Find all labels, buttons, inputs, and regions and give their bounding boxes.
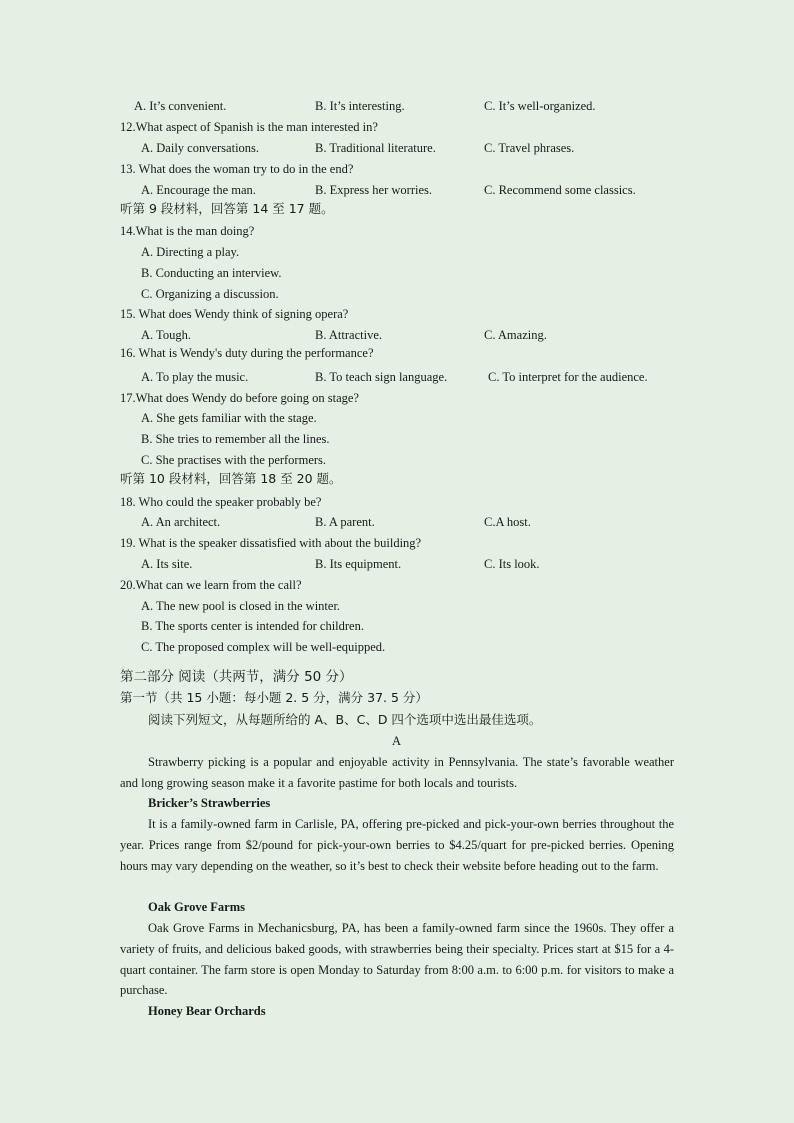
q12-option-c[interactable]: C. Travel phrases. <box>484 141 575 155</box>
q16-option-c[interactable]: C. To interpret for the audience. <box>488 370 648 384</box>
q14-option-c[interactable]: C. Organizing a discussion. <box>141 287 279 301</box>
q19-stem: 19. What is the speaker dissatisfied with about the building? <box>120 536 422 550</box>
q12-stem: 12.What aspect of Spanish is the man interested in? <box>120 120 378 134</box>
q13-option-a[interactable]: A. Encourage the man. <box>141 183 256 197</box>
part2-heading: 第二部分 阅读（共两节，满分 50 分） <box>120 669 353 685</box>
passage-letter: A <box>392 734 402 748</box>
q15-option-a[interactable]: A. Tough. <box>141 328 191 342</box>
q11-option-b[interactable]: B. It’s interesting. <box>315 99 405 113</box>
q14-stem: 14.What is the man doing? <box>120 224 255 238</box>
q12-option-a[interactable]: A. Daily conversations. <box>141 141 260 155</box>
reading-instruction: 阅读下列短文，从每题所给的 A、B、C、D 四个选项中选出最佳选项。 <box>148 712 542 727</box>
passage-intro-text: Strawberry picking is a popular and enjoyable activity in Pennsylvania. The state’s favorable weather and long growing season make it a favorite pastime for both locals and tourists. <box>120 755 674 790</box>
q19-option-a[interactable]: A. Its site. <box>141 557 193 571</box>
q13-stem: 13. What does the woman try to do in the end? <box>120 162 354 176</box>
q16-stem: 16. What is Wendy's duty during the performance? <box>120 346 374 360</box>
q19-option-b[interactable]: B. Its equipment. <box>315 557 402 571</box>
q20-option-b[interactable]: B. The sports center is intended for children. <box>141 619 364 633</box>
q15-option-b[interactable]: B. Attractive. <box>315 328 382 342</box>
q18-option-a[interactable]: A. An architect. <box>141 515 221 529</box>
q16-option-b[interactable]: B. To teach sign language. <box>315 370 448 384</box>
q12-option-b[interactable]: B. Traditional literature. <box>315 141 436 155</box>
q18-option-b[interactable]: B. A parent. <box>315 515 375 529</box>
section1-heading: 第一节（共 15 小题：每小题 2. 5 分，满分 37. 5 分） <box>120 690 428 705</box>
q14-option-b[interactable]: B. Conducting an interview. <box>141 266 282 280</box>
q20-option-a[interactable]: A. The new pool is closed in the winter. <box>141 599 341 613</box>
farm1-paragraph <box>120 814 674 876</box>
passage-intro <box>120 752 674 794</box>
q17-option-c[interactable]: C. She practises with the performers. <box>141 453 327 467</box>
q17-stem: 17.What does Wendy do before going on stage? <box>120 391 359 405</box>
section-10-instruction: 听第 10 段材料，回答第 18 至 20 题。 <box>120 471 342 486</box>
q11-option-a[interactable]: A. It’s convenient. <box>134 99 227 113</box>
q15-option-c[interactable]: C. Amazing. <box>484 328 547 342</box>
q17-option-b[interactable]: B. She tries to remember all the lines. <box>141 432 330 446</box>
section-9-instruction: 听第 9 段材料，回答第 14 至 17 题。 <box>120 201 334 216</box>
q20-stem: 20.What can we learn from the call? <box>120 578 302 592</box>
q11-option-c[interactable]: C. It’s well-organized. <box>484 99 596 113</box>
farm2-paragraph <box>120 918 674 1001</box>
farm3-name: Honey Bear Orchards <box>148 1004 266 1018</box>
q20-option-c[interactable]: C. The proposed complex will be well-equipped. <box>141 640 386 654</box>
q17-option-a[interactable]: A. She gets familiar with the stage. <box>141 411 317 425</box>
q18-stem: 18. Who could the speaker probably be? <box>120 495 322 509</box>
q13-option-b[interactable]: B. Express her worries. <box>315 183 432 197</box>
q16-option-a[interactable]: A. To play the music. <box>141 370 249 384</box>
q13-option-c[interactable]: C. Recommend some classics. <box>484 183 636 197</box>
farm2-name: Oak Grove Farms <box>148 900 245 914</box>
q15-stem: 15. What does Wendy think of signing opera? <box>120 307 349 321</box>
q14-option-a[interactable]: A. Directing a play. <box>141 245 240 259</box>
farm1-text: It is a family-owned farm in Carlisle, PA, offering pre-picked and pick-your-own berries throughout the year. Prices range from $2/pound for pick-your-own berries to $4.25/quart for pre-picked berries. Opening hours may vary depending on the weather, so it’s best to check their website before heading out to the farm. <box>120 817 674 873</box>
q19-option-c[interactable]: C. Its look. <box>484 557 540 571</box>
farm1-name: Bricker’s Strawberries <box>148 796 271 810</box>
farm2-text: Oak Grove Farms in Mechanicsburg, PA, has been a family-owned farm since the 1960s. They offer a variety of fruits, and delicious baked goods, with strawberries being their specialty. Prices start at $15 for a 4-quart container. The farm store is open Monday to Saturday from 8:00 a.m. to 6:00 p.m. for visitors to make a purchase. <box>120 921 674 998</box>
q18-option-c[interactable]: C.A host. <box>484 515 531 529</box>
